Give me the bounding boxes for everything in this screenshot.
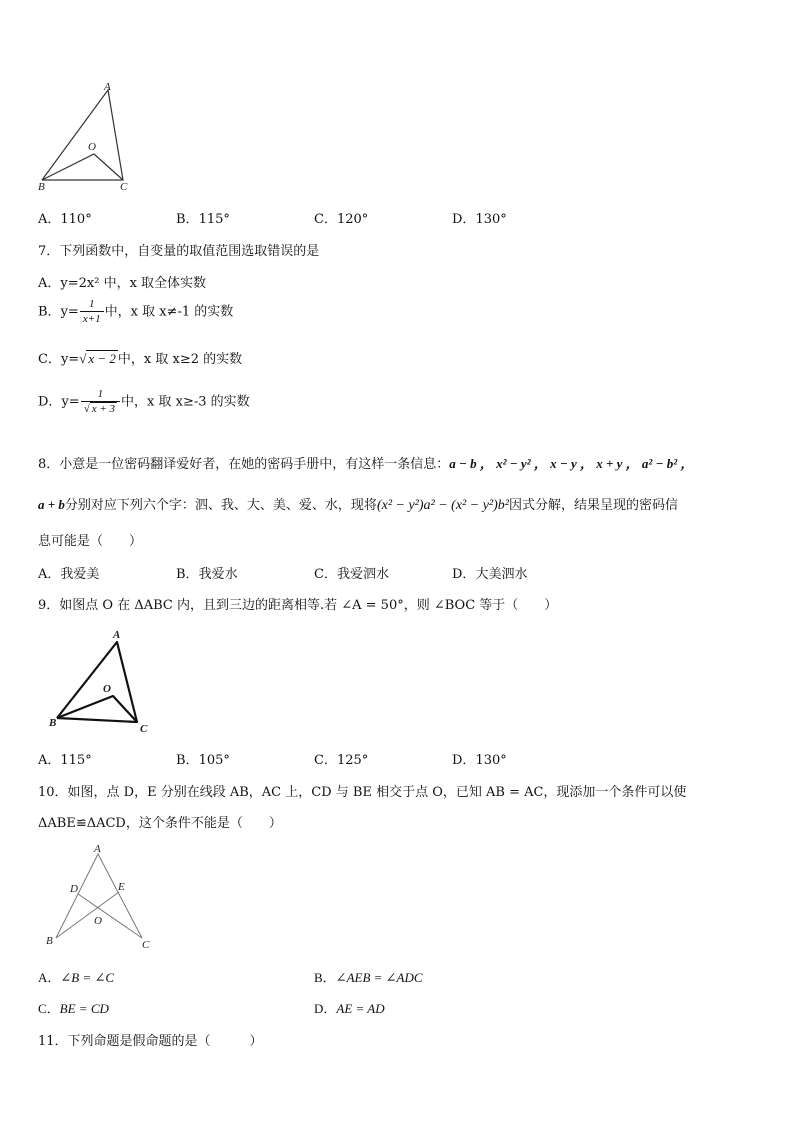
figure-q6-triangle xyxy=(30,80,150,195)
q10-option-c: C．BE = CD xyxy=(38,1001,109,1016)
q7-option-c: C．y=√ x − 2 中，x 取 x≥2 的实数 xyxy=(38,351,243,367)
q8-option-c: C．我爱泗水 xyxy=(314,567,389,582)
q10-line-1: 10．如图，点 D，E 分别在线段 AB，AC 上，CD 与 BE 相交于点 O，已知 AB = AC，现添加一个条件可以使 xyxy=(38,785,687,800)
q8-line-3: 息可能是（ ） xyxy=(38,534,143,549)
q10-option-a: A．∠B = ∠C xyxy=(38,970,115,985)
fig10-label-o: O xyxy=(94,915,102,927)
figure-q9-triangle xyxy=(45,622,165,740)
q8-option-a: A．我爱美 xyxy=(38,567,100,582)
q10-option-b: B．∠AEB = ∠ADC xyxy=(314,970,423,985)
fig9-label-c: C xyxy=(140,723,148,735)
q9-option-d: D．130° xyxy=(452,753,507,768)
fig6-label-a: A xyxy=(104,81,111,93)
fig9-label-a: A xyxy=(113,629,121,641)
q9-stem: 9．如图点 O 在 ΔABC 内，且到三边的距离相等.若 ∠A = 50°，则 ∠BOC 等于（ ） xyxy=(38,598,558,613)
q7-option-a: A．y=2x² 中，x 取全体实数 xyxy=(38,276,207,291)
q7-option-b: B．y= $\frac{1}{x+1}$ 中，x 取 x≠-1 的实数 xyxy=(38,298,234,325)
q8-line-2: a + b分别对应下列六个字：泗、我、大、美、爱、水，现将(x² − y²)a² − (x² − y²)b²因式分解，结果呈现的密码信 xyxy=(38,497,678,513)
sqrt-sign: √ xyxy=(79,351,87,366)
q8-option-b: B．我爱水 xyxy=(176,567,238,582)
q6-option-d: D．130° xyxy=(452,212,507,227)
fig6-label-o: O xyxy=(88,141,96,153)
q11-stem: 11．下列命题是假命题的是（ ） xyxy=(38,1034,263,1049)
figure-q10-triangle xyxy=(40,842,165,954)
fig10-label-e: E xyxy=(118,881,125,893)
fig9-label-o: O xyxy=(103,683,111,695)
fig6-label-b: B xyxy=(38,181,45,193)
q7-option-d: D．y= $\frac{1}{√ x + 3}$ 中，x 取 x≥-3 的实数 xyxy=(38,388,250,415)
q6-option-a: A．110° xyxy=(38,212,92,227)
q6-option-c: C．120° xyxy=(314,212,369,227)
q8-option-d: D．大美泗水 xyxy=(452,567,528,582)
q6-option-b: B．115° xyxy=(176,212,230,227)
fraction: $\frac{1}{√ x + 3}$ xyxy=(81,388,120,416)
fig10-label-a: A xyxy=(94,843,101,855)
q10-option-d: D．AE = AD xyxy=(314,1001,385,1016)
fig10-label-b: B xyxy=(46,935,53,947)
q9-option-a: A．115° xyxy=(38,753,92,768)
q9-option-b: B．105° xyxy=(176,753,230,768)
fig10-label-c: C xyxy=(142,939,150,951)
q9-option-c: C．125° xyxy=(314,753,369,768)
q10-line-2: ΔABE≌ΔACD，这个条件不能是（ ） xyxy=(38,816,282,831)
fraction: $\frac{1}{x+1}$ xyxy=(80,298,104,326)
q7-stem: 7．下列函数中，自变量的取值范围选取错误的是 xyxy=(38,244,320,259)
fig6-label-c: C xyxy=(120,181,128,193)
fig9-label-b: B xyxy=(49,717,57,729)
fig10-label-d: D xyxy=(70,883,78,895)
q8-line-1: 8．小意是一位密码翻译爱好者，在她的密码手册中，有这样一条信息：a − b ， x² − y² ， x − y ， x + y ， a² − b² ， xyxy=(38,456,694,472)
